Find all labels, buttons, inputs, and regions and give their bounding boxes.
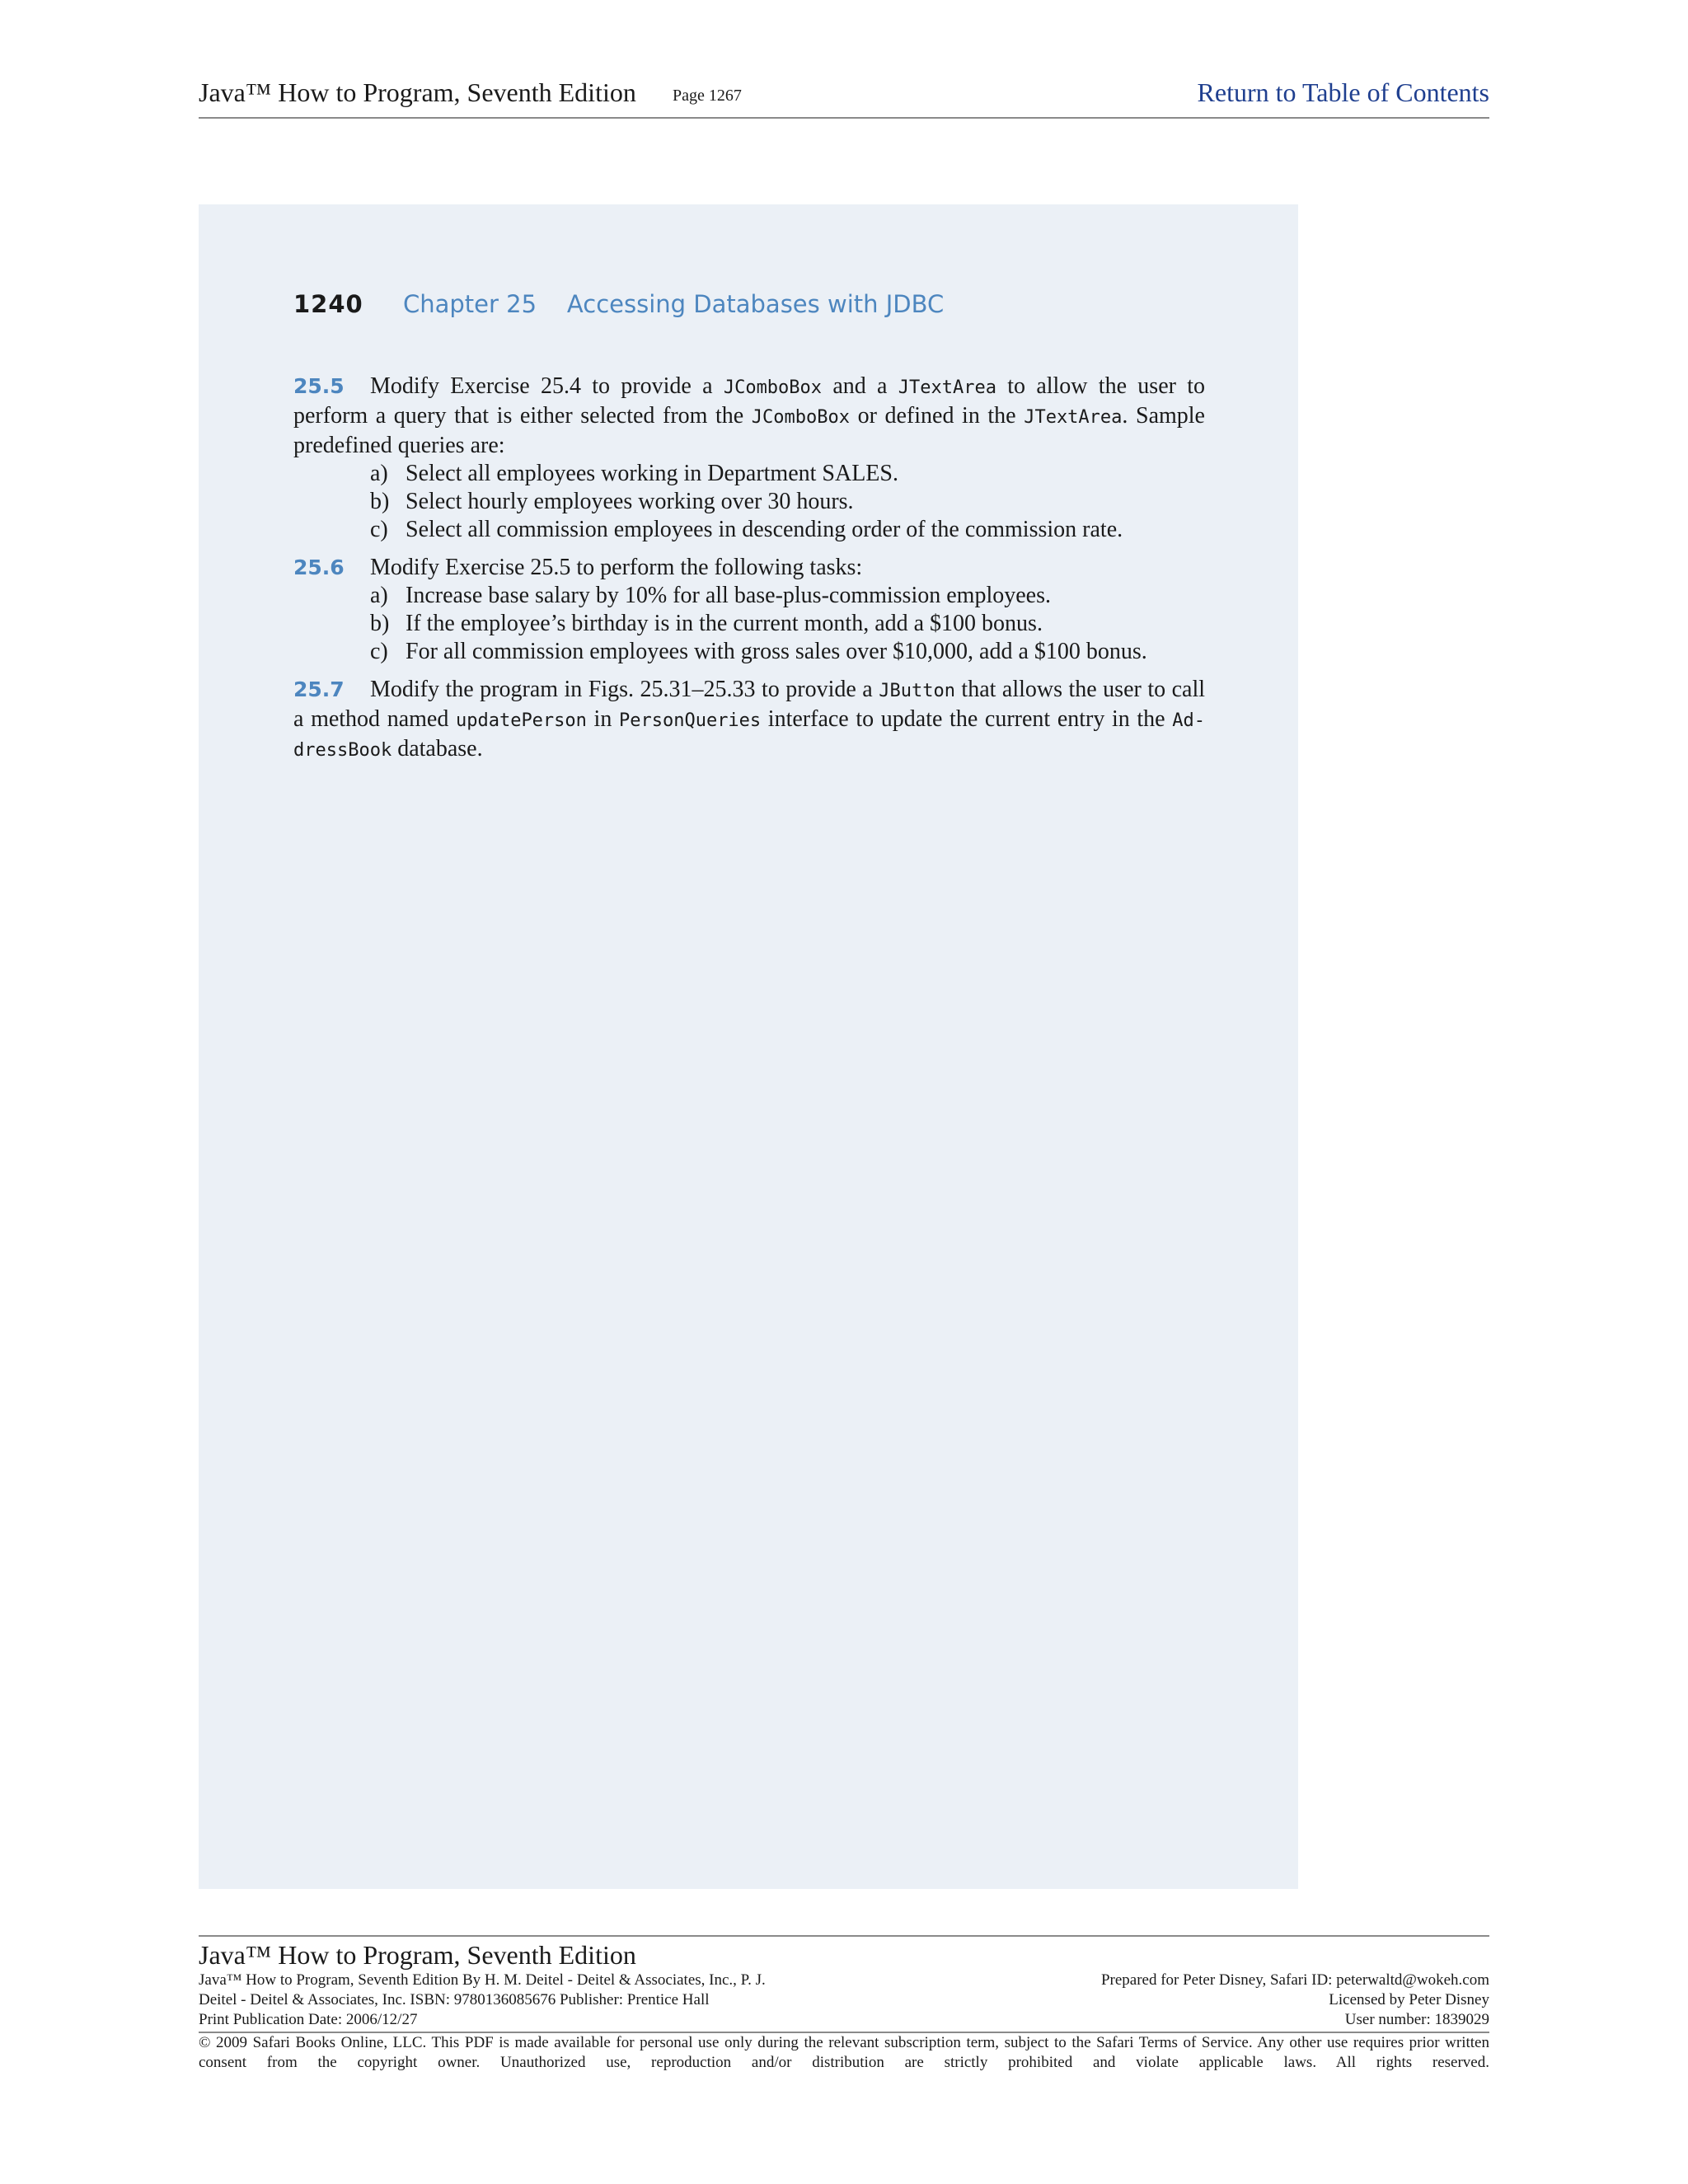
footer-row [199,1990,1489,2010]
exercise-text: Modify the program in Figs. 25.31–25.33 to provide a [370,677,879,702]
item-marker: a) [370,461,388,486]
list-item [293,460,1205,488]
footer-book-title: Java™ How to Program, Seventh Edition [199,1940,636,1970]
footer-licensed-by: Licensed by Peter Disney [1329,1991,1489,2008]
exercise-text: in [586,706,619,732]
list-item [293,638,1205,666]
exercise [293,373,1205,544]
page-number-label: Page 1267 [673,87,742,105]
code-identifier: PersonQueries [618,710,762,731]
page-header [199,77,1489,119]
item-marker: b) [370,489,390,514]
exercise-text: Modify Exercise 25.5 to perform the following tasks: [370,555,863,580]
exercise-number: 25.6 [293,555,345,579]
exercise-number: 25.7 [293,677,345,701]
exercise-text: . Sample predefined queries are: [293,403,1205,458]
exercise-text: or defined in the [850,403,1025,429]
code-identifier: JTextArea [1024,407,1123,428]
code-identifier: JTextArea [898,377,996,398]
footer-row [199,1971,1489,1990]
chapter-title: Chapter 25 Accessing Databases with JDBC [403,290,945,318]
footer-author-line: Java™ How to Program, Seventh Edition By H. M. Deitel - Deitel & Associates, Inc., P. J. [199,1971,766,1989]
exercise-subitems [293,460,1205,544]
item-text: For all commission employees with gross sales over $10,000, add a $100 bonus. [406,639,1147,664]
exercise-text: and a [822,373,898,399]
exercise-text: that allows the user to call a method named [293,677,1206,732]
exercise-list [293,373,1205,775]
item-text: Select all employees working in Department SALES. [406,461,898,486]
item-marker: c) [370,517,388,542]
item-marker: b) [370,611,390,636]
code-identifier: JComboBox [751,407,851,428]
item-marker: a) [370,583,388,608]
exercise-text: Modify Exercise 25.4 to provide a [370,373,724,399]
exercise-subitems [293,582,1205,666]
list-item [293,516,1205,544]
page-footer [199,1935,1489,2073]
item-text: Increase base salary by 10% for all base-plus-commission employees. [406,583,1051,608]
code-identifier: updatePerson [455,710,587,731]
scanned-book-page [199,204,1298,1889]
item-text: Select hourly employees working over 30 hours. [406,489,854,514]
copyright-notice: © 2009 Safari Books Online, LLC. This PDF is made available for personal use only during the relevant subscription term, subject to the Safari Terms of Service. Any other use requires prior written consent from the copyright owner. Unauthorized use, reproduction and/or distribution are strictly prohibited and violate applicable laws. All rights reserved. [199,2034,1489,2071]
item-marker: c) [370,639,388,664]
footer-isbn-line: Deitel - Deitel & Associates, Inc. ISBN: 9780136085676 Publisher: Prentice Hall [199,1991,710,2008]
exercise-number: 25.5 [293,374,345,398]
exercise [293,676,1205,765]
footer-divider [199,1935,1489,1937]
list-item [293,610,1205,638]
footer-publication-date: Print Publication Date: 2006/12/27 [199,2011,418,2028]
exercise [293,554,1205,666]
code-identifier: JButton [879,681,955,701]
return-to-toc-link[interactable]: Return to Table of Contents [1197,77,1489,107]
exercise-text: database. [392,736,483,762]
exercise-text: to allow the user to perform a query that is either selected from the [293,373,1206,429]
code-identifier: Ad-dressBook [293,710,1205,761]
footer-prepared-for: Prepared for Peter Disney, Safari ID: peterwaltd@wokeh.com [1100,1971,1489,1989]
book-page-number: 1240 [293,290,363,318]
item-text: Select all commission employees in descending order of the commission rate. [406,517,1123,542]
book-title: Java™ How to Program, Seventh Edition [199,77,636,107]
footer-row [199,2010,1489,2030]
list-item [293,488,1205,516]
item-text: If the employee’s birthday is in the current month, add a $100 bonus. [406,611,1043,636]
code-identifier: JComboBox [723,377,823,398]
exercise-text: interface to update the current entry in the [761,706,1173,732]
footer-user-number: User number: 1839029 [1344,2011,1489,2028]
list-item [293,582,1205,610]
